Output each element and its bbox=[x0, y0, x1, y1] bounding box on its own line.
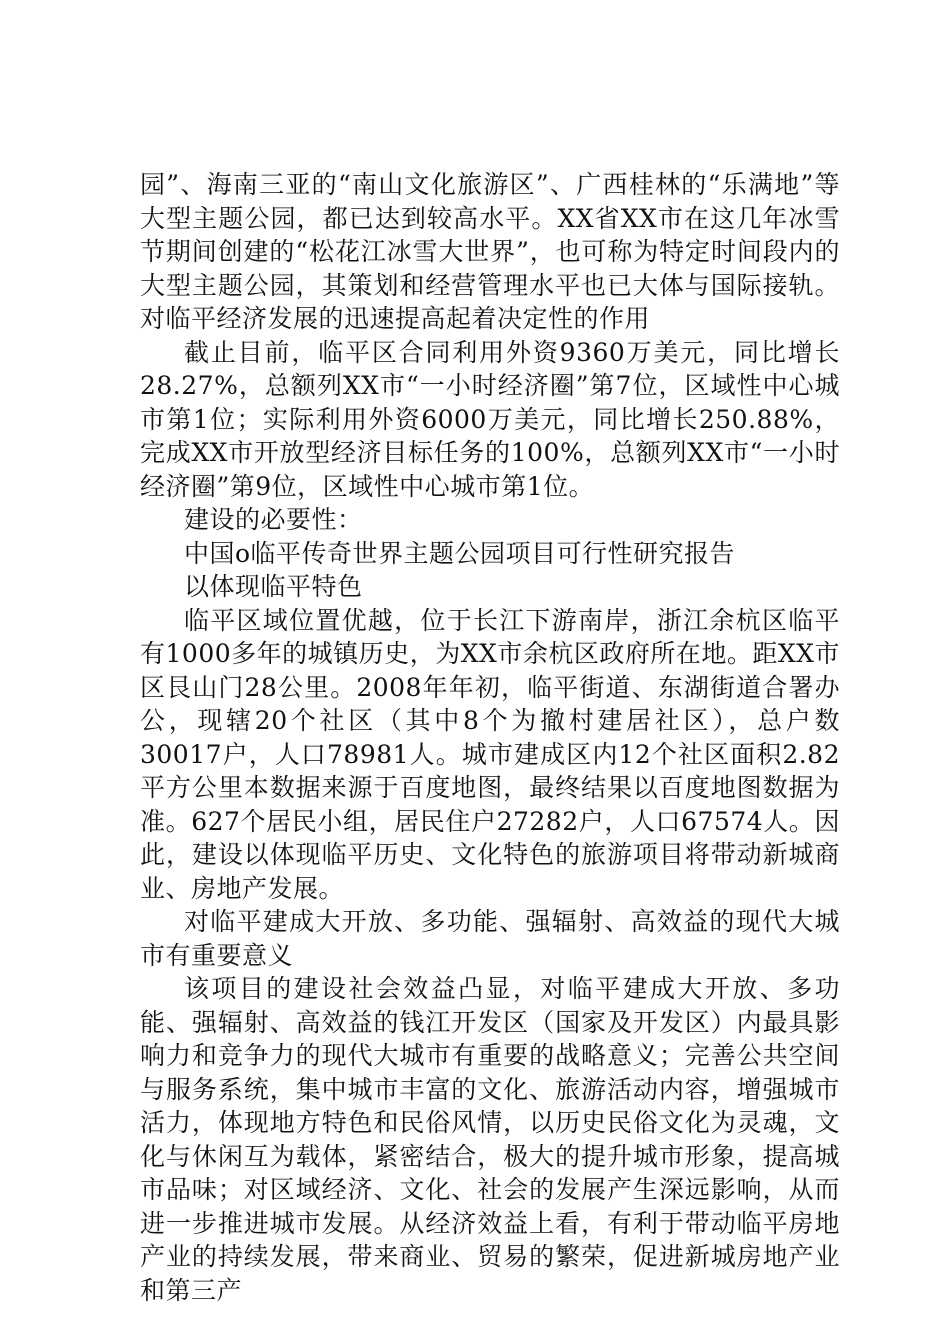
paragraph-theme-parks: 园”、海南三亚的“南山文化旅游区”、广西桂林的“乐满地”等大型主题公园，都已达到较高水平。XX省XX市在这几年冰雪节期间创建的“松花江冰雪大世界”，也可称为特定时间段内的大型主题公园，其策划和经营管理水平也已大体与国际接轨。对临平经济发展的迅速提高起着决定性的作用 bbox=[140, 170, 840, 333]
paragraph-social-benefits: 该项目的建设社会效益凸显，对临平建成大开放、多功能、强辐射、高效益的钱江开发区（国家及开发区）内最具影响力和竞争力的现代大城市有重要的战略意义；完善公共空间与服务系统，集中城市丰富的文化、旅游活动内容，增强城市活力，体现地方特色和民俗风情，以历史民俗文化为灵魂，文化与休闲互为载体，紧密结合，极大的提升城市形象，提高城市品味；对区域经济、文化、社会的发展产生深远影响，从而进一步推进城市发展。从经济效益上看，有利于带动临平房地产业的持续发展，带来商业、贸易的繁荣，促进新城房地产业和第三产 bbox=[140, 974, 840, 1305]
document-body bbox=[140, 168, 840, 1307]
heading-linping-features: 以体现临平特色 bbox=[184, 572, 363, 601]
paragraph-location: 临平区域位置优越，位于长江下游南岸，浙江余杭区临平有1000多年的城镇历史，为XX市余杭区政府所在地。距XX市区艮山门28公里。2008年年初，临平街道、东湖街道合署办公，现辖20个社区（其中8个为撤村建居社区），总户数30017户，人口78981人。城市建成区内12个社区面积2.82平方公里本数据来源于百度地图，最终结果以百度地图数据为准。627个居民小组，居民住户27282户，人口67574人。因此，建设以体现临平历史、文化特色的旅游项目将带动新城商业、房地产发展。 bbox=[140, 605, 840, 903]
heading-modern-city: 对临平建成大开放、多功能、强辐射、高效益的现代大城市有重要意义 bbox=[140, 907, 840, 970]
heading-report-title: 中国o临平传奇世界主题公园项目可行性研究报告 bbox=[184, 538, 736, 568]
heading-necessity: 建设的必要性： bbox=[184, 505, 363, 534]
paragraph-foreign-investment: 截止目前，临平区合同利用外资9360万美元，同比增长28.27%，总额列XX市“一小时经济圈”第7位，区域性中心城市第1位；实际利用外资6000万美元，同比增长250.88%，完成XX市开放型经济目标任务的100%，总额列XX市“一小时经济圈”第9位，区域性中心城市第1位。 bbox=[140, 337, 840, 501]
